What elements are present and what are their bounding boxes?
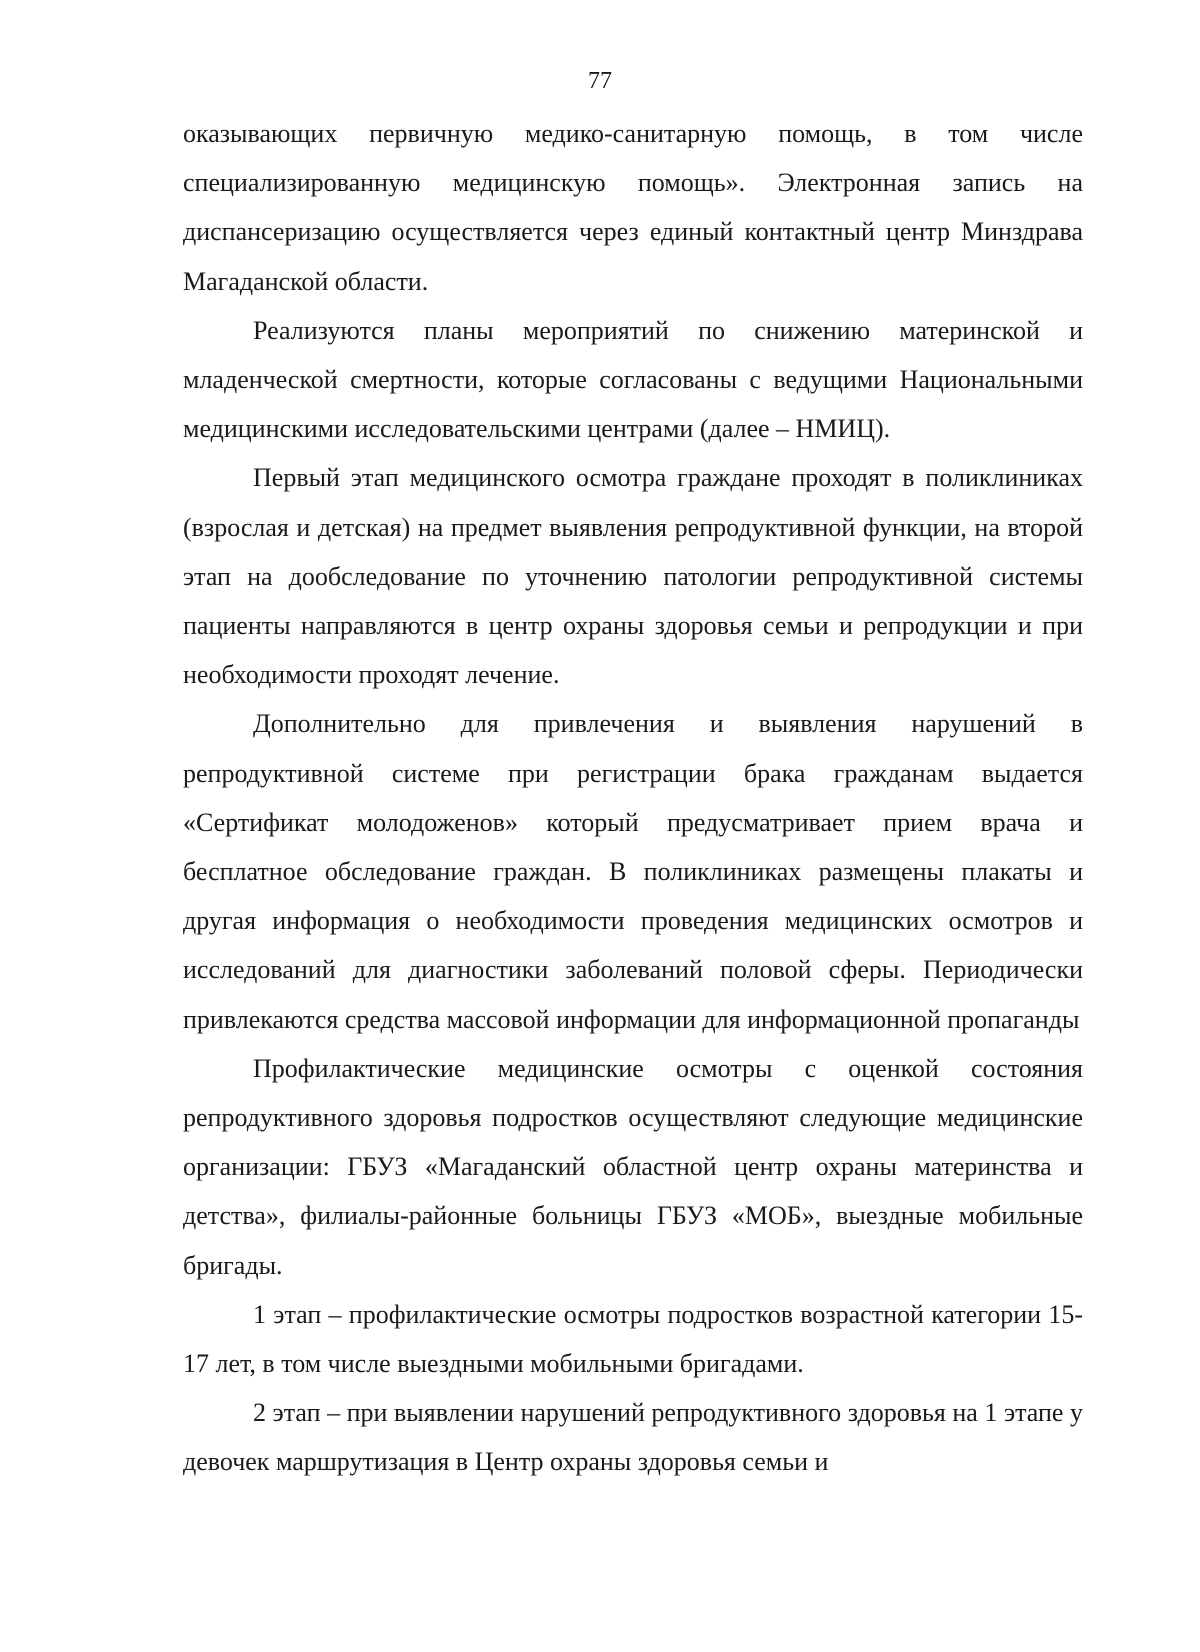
paragraph: Профилактические медицинские осмотры с оценкой состояния репродуктивного здоровья подростков осуществляют следующие медицинские организации: ГБУЗ «Магаданский областной центр охраны материнства и детства», филиалы-районные больницы ГБУЗ «МОБ», выездные мобильные бригады. xyxy=(183,1053,1083,1280)
paragraph: Реализуются планы мероприятий по снижению материнской и младенческой смертности, которые согласованы с ведущими Национальными медицинскими исследовательскими центрами (далее – НМИЦ). xyxy=(183,315,1083,444)
paragraph: 2 этап – при выявлении нарушений репродуктивного здоровья на 1 этапе у девочек маршрутизация в Центр охраны здоровья семьи и xyxy=(183,1398,1083,1477)
paragraph: Дополнительно для привлечения и выявления нарушений в репродуктивной системе при регистрации брака гражданам выдается «Сертификат молодоженов» который предусматривает прием врача и бесплатное обследование граждан. В поликлиниках размещены плакаты и другая информация о необходимости проведения медицинских осмотров и исследований для диагностики заболеваний половой сферы. Периодически привлекаются средства массовой информации для информационной пропаганды xyxy=(183,709,1083,1034)
paragraph: оказывающих первичную медико-санитарную помощь, в том числе специализированную медицинскую помощь». Электронная запись на диспансеризацию осуществляется через единый контактный центр Минздрава Магаданской области. xyxy=(183,119,1083,296)
paragraph: 1 этап – профилактические осмотры подростков возрастной категории 15-17 лет, в том числе выездными мобильными бригадами. xyxy=(183,1299,1083,1379)
document-body xyxy=(183,109,1083,1487)
paragraph: Первый этап медицинского осмотра граждане проходят в поликлиниках (взрослая и детская) на предмет выявления репродуктивной функции, на второй этап на дообследование по уточнению патологии репродуктивной системы пациенты направляются в центр охраны здоровья семьи и репродукции и при необходимости проходят лечение. xyxy=(183,463,1083,690)
page-number: 77 xyxy=(588,68,612,94)
